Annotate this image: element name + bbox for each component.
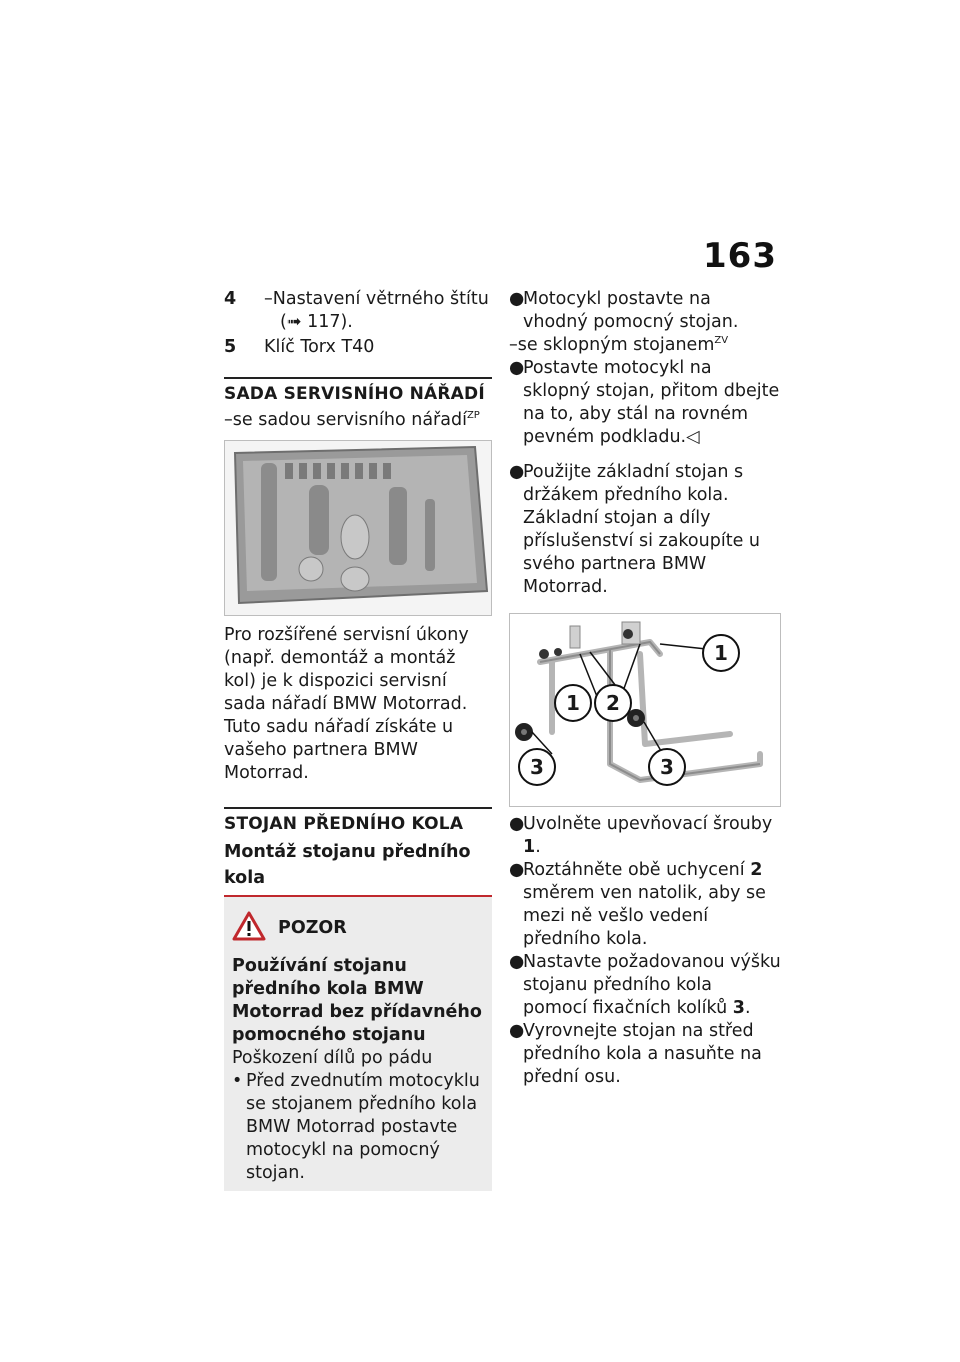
bullet-dot: ●	[509, 358, 525, 378]
warning-box	[224, 897, 492, 1191]
tool-kit-body: Pro rozšířené servisní úkony (např. demontáž a montáž kol) je k dispozici servisní sada nářadí BMW Motorrad. Tuto sadu nářadí získáte u vašeho partnera BMW Motorrad.	[224, 625, 469, 783]
subheading-stand-mount: Montáž stojanu předního kola	[224, 842, 471, 888]
warning-bold: Používání stojanu předního kola BMW Motorrad bez přídavného pomocného stojanu	[232, 956, 482, 1045]
arrow-right-icon: ➟	[286, 312, 302, 332]
callout-label: 1	[554, 684, 592, 722]
tool-kit-image	[224, 440, 492, 616]
step-item: ● Postavte motocykl na sklopný stojan, přitom dbejte na to, aby stál na rovném pevném podkladu.◁	[509, 358, 780, 447]
step-item: ● Roztáhněte obě uchycení 2 směrem ven natolik, aby se mezi ně vešlo vedení předního kola.	[509, 860, 766, 949]
legend-text: Klíč Torx T40	[264, 337, 375, 357]
step-item: ● Nastavte požadovanou výšku stojanu předního kola pomocí fixačních kolíků 3.	[509, 952, 781, 1018]
warning-bullet: • Před zvednutím motocyklu se stojanem předního kola BMW Motorrad postavte motocykl na pomocný stojan.	[232, 1071, 480, 1183]
step-item: ● Motocykl postavte na vhodný pomocný stojan.	[509, 289, 739, 332]
callout-label: 3	[518, 748, 556, 786]
section-divider	[224, 377, 492, 379]
bullet-dot: ●	[509, 289, 525, 309]
section-heading-stand: STOJAN PŘEDNÍHO KOLA	[224, 814, 464, 834]
left-column	[224, 288, 492, 1191]
bullet-dot: ●	[509, 814, 525, 834]
callout-label: 1	[702, 634, 740, 672]
warning-header	[232, 911, 484, 945]
legend-number: 5	[224, 337, 237, 357]
bullet-dot: ●	[509, 462, 525, 482]
bullet-dot: ●	[509, 1021, 525, 1041]
legend-text: –Nastavení větrného štítu (➟ 117).	[264, 289, 489, 332]
bullet-dot: •	[232, 1071, 243, 1091]
front-wheel-stand-image	[509, 613, 781, 807]
variant-note: –se sadou servisního nářadí$^{ZP}$	[224, 410, 480, 430]
legend-number: 4	[224, 289, 237, 309]
step-item: ● Vyrovnejte stojan na střed předního kola a nasuňte na přední osu.	[509, 1021, 762, 1087]
page-number: 163	[703, 236, 777, 276]
step-item: ● Uvolněte upevňovací šrouby 1.	[509, 814, 773, 857]
variant-note: –se sklopným stojanem$^{ZV}$	[509, 335, 729, 355]
callout-label: 2	[594, 684, 632, 722]
bullet-dot: ●	[509, 952, 525, 972]
legend-item-4	[224, 288, 492, 334]
warning-text: Poškození dílů po pádu	[232, 1048, 433, 1068]
end-mark: ◁	[686, 427, 700, 447]
callout-label: 3	[648, 748, 686, 786]
legend-item-5	[224, 336, 492, 359]
warning-triangle-icon	[232, 911, 266, 945]
section-divider	[224, 807, 492, 809]
step-item: ● Použijte základní stojan s držákem předního kola. Základní stojan a díly příslušenství si zakoupíte u svého partnera BMW Motorrad.	[509, 462, 760, 597]
section-heading-tool-kit: SADA SERVISNÍHO NÁŘADÍ	[224, 384, 485, 404]
bullet-dot: ●	[509, 860, 525, 880]
warning-title: POZOR	[278, 918, 347, 938]
right-column	[509, 288, 781, 1089]
